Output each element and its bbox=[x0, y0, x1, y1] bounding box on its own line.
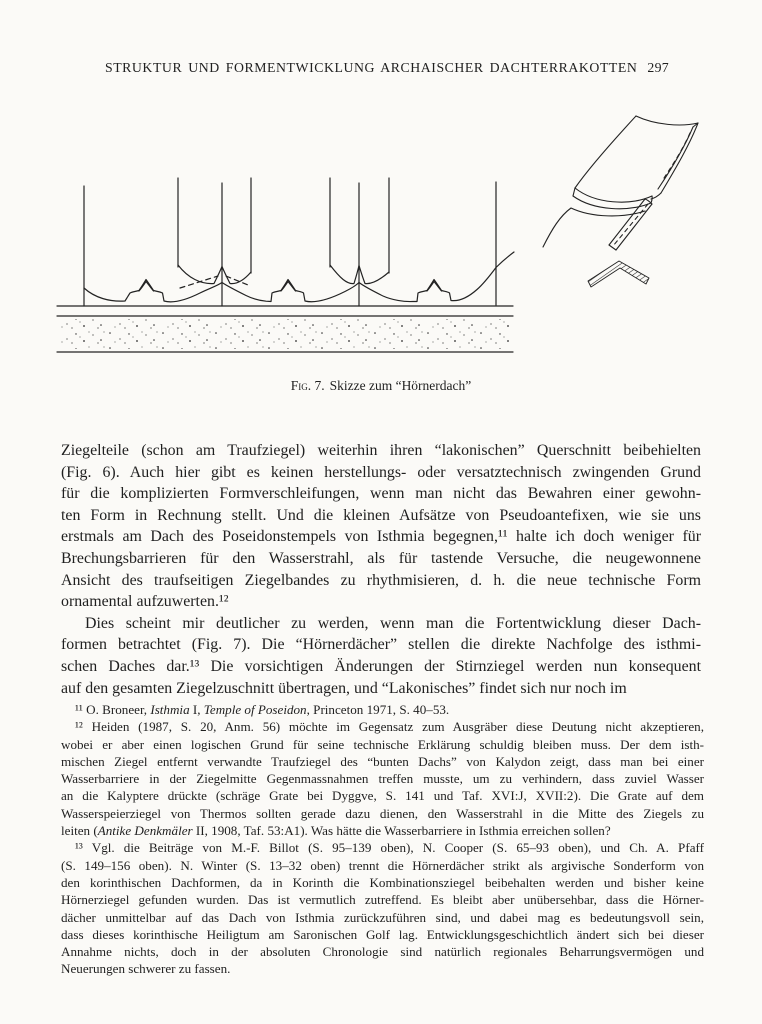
text-line: ¹³ Vgl. die Beiträge von M.-F. Billot (S. 95–139 oben), N. Cooper (S. 65–93 oben), und Ch. A. Pfaff bbox=[75, 840, 704, 856]
text-line: Neuerungen schwerer zu fassen. bbox=[61, 961, 231, 977]
text-line: ¹² Heiden (1987, S. 20, Anm. 56) möchte im Gegensatz zum Ausgräber diese Deutung nicht akzeptieren, bbox=[75, 719, 704, 735]
text-line: erstmals am Dach des Poseidonstempels von Isthmia begegnen,¹¹ halte ich doch weniger für bbox=[61, 528, 701, 546]
figure-7-drawing bbox=[0, 95, 762, 365]
running-title: STRUKTUR UND FORMENTWICKLUNG ARCHAISCHER DACHTERRAKOTTEN bbox=[104, 60, 638, 75]
text-line: Brechungsbarrieren für den Wasserstrahl, als für tastende Versuche, die neugewonnene bbox=[61, 549, 701, 567]
eaves-elevation-drawing bbox=[57, 178, 514, 352]
tile-detail-drawing bbox=[543, 116, 698, 287]
text-line: Ziegelteile (schon am Traufziegel) weiterhin ihren “lakonischen” Querschnitt beibehielten bbox=[61, 442, 701, 459]
text-line: dass dieses korinthische Heiligtum am Saronischen Golf lag. Entwicklungsgeschichtlich ändert sich bei dieser bbox=[61, 926, 704, 942]
text-line: Dies scheint mir deutlicher zu werden, wenn man die Fortentwicklung dieser Dach- bbox=[85, 614, 701, 632]
text-line: leiten (Antike Denkmäler II, 1908, Taf. 53:A1). Was hätte die Wasserbarriere in Isthmia erreichen sollen? bbox=[61, 823, 611, 839]
running-header bbox=[0, 60, 762, 76]
text-line: auf den gesamten Ziegelzuschnitt übertragen, und “Lakonisches” findet sich nur noch im bbox=[61, 679, 627, 697]
text-line: formen betrachtet (Fig. 7). Die “Hörnerdächer” stellen die direkte Nachfolge des isthmi- bbox=[61, 636, 701, 654]
text-line: an die Kalyptere drückte (schräge Grate bei Dyggve, S. 141 und Taf. XVI:J, XVII:2). Die Grate auf dem bbox=[61, 788, 704, 804]
text-line: (S. 149–156 oben). N. Winter (S. 13–32 oben) trennt die Hörnerdächer strikt als argivische Sonderform von bbox=[61, 857, 704, 873]
figure-caption-label: Fig. 7. bbox=[290, 378, 325, 393]
text-line: dächer unmittelbar auf das Dach von Isthmia zurückzuführen sind, und dabei mag es bedeutungsvoll sein, bbox=[61, 909, 704, 925]
text-line: Wasserbarriere in der Ziegelmitte Gegenmassnahmen treffen musste, um zu verhindern, dass zuviel Wasser bbox=[61, 771, 704, 787]
footnotes bbox=[61, 701, 704, 978]
text-line: Ansicht des traufseitigen Ziegelbandes zu rhythmisieren, d. h. die neue technische Form bbox=[61, 571, 701, 589]
text-line: Wasserspeierziegel von Thermos sollten gerade dazu dienen, den Wasserstrahl in die Mitte des Ziegels zu bbox=[61, 805, 704, 821]
text-line: Hörnerziegel gefunden wurden. Das ist vermutlich zutreffend. Es bleibt aber unübersehbar, dass die Hörner- bbox=[61, 892, 704, 908]
figure-caption-text: Skizze zum “Hörnerdach” bbox=[329, 378, 472, 393]
text-line: (Fig. 6). Auch hier gibt es keinen herstellungs- oder versatztechnisch zwingenden Grund bbox=[61, 463, 701, 481]
page-number: 297 bbox=[647, 60, 670, 75]
text-line: ¹¹ O. Broneer, Isthmia I, Temple of Poseidon, Princeton 1971, S. 40–53. bbox=[75, 702, 450, 717]
text-line: wobei er aber einen logischen Grund für seine technische Erklärung schuldig bleiben muss. Der dem isth- bbox=[61, 736, 704, 752]
text-line: ten Form in Rechnung stellt. Und die kleinen Aufsätze von Pseudoantefixen, wie sie uns bbox=[61, 506, 701, 524]
text-line: schen Daches dar.¹³ Die vorsichtigen Änderungen der Stirnziegel werden nun konsequent bbox=[61, 657, 701, 675]
hatched-cross-section bbox=[588, 261, 649, 287]
figure-caption bbox=[0, 378, 762, 394]
body-text bbox=[61, 440, 701, 699]
text-line: mischen Ziegel entfernt verwandte Traufziegel des “bunten Dachs” von Kalydon zeigt, dass man bei einer bbox=[61, 753, 704, 769]
stipple-band bbox=[58, 319, 512, 349]
text-line: den korinthischen Dachformen, da in Korinth die Kombinationsziegel beibehalten werden und bisher keine bbox=[61, 874, 704, 890]
text-line: ornamental aufzuwerten.¹² bbox=[61, 593, 229, 611]
text-line: Annahme nichts, doch in der absoluten Chronologie sind natürlich regionales Beharrungsvermögen und bbox=[61, 944, 704, 960]
text-line: für die komplizierten Formverschleifungen, wenn man nicht das Bewahren einer gewohn- bbox=[61, 485, 701, 503]
